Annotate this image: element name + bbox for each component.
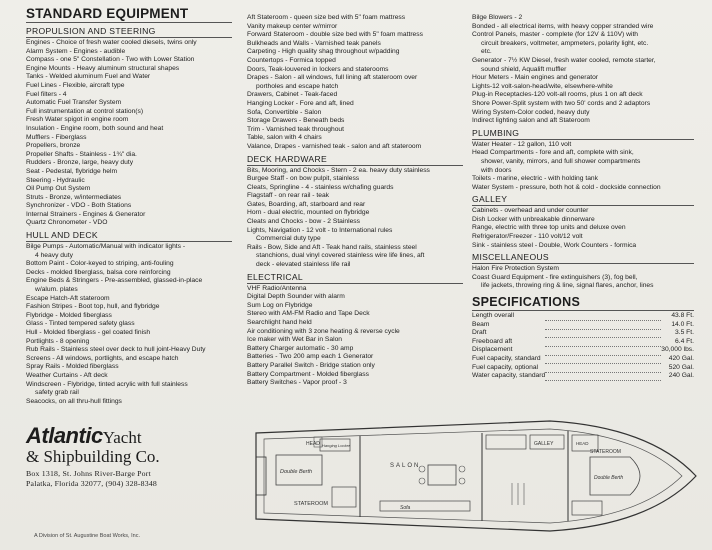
spec-value: 30,000 lbs. [661,346,694,354]
list-item: Horn - dual electric, mounted on flybridge [247,209,370,217]
list-item: Lights-12 volt-salon-head/wite, elsewhere-white [472,82,613,90]
list-item: shower, vanity, mirrors, and full shower compartments [481,157,641,165]
list-item: Doors, Teak-louvered in lockers and staterooms [247,65,389,73]
spec-row [472,312,694,321]
spec-label: Freeboard aft [472,337,513,345]
spec-label: Length overall [472,312,515,320]
list-item: Coast Guard Equipment - fire extinguishers (3), fog bell, [472,273,638,281]
list-item: stanchions, dual vinyl covered stainless wire life lines, aft [256,252,425,260]
spec-row [472,329,694,338]
list-item: Shore Power-Split system with two 50' cords and 2 adaptors [472,99,651,107]
list-item: Bilge Blowers - 2 [472,14,523,21]
spec-leader [545,321,661,330]
spec-value: 520 Gal. [668,363,694,371]
galley-list [472,207,694,250]
company-logo [26,423,236,489]
list-item: Halon Fire Protection System [472,265,559,273]
list-item: Oil Pump Out System [26,185,91,193]
spec-leader [545,329,661,338]
list-item: Dish Locker with unbreakable dinnerware [472,215,595,223]
list-item: Cleats, Springline - 4 - stainless w/chafing guards [247,183,394,191]
list-item: Range, electric with three top units and deluxe oven [472,224,626,232]
list-item: Table, salon with 4 chairs [247,134,322,142]
spec-row [472,338,694,347]
list-item: Valance, Drapes - varnished teak - salon and aft stateroom [247,142,422,150]
column-right [472,6,694,381]
plan-label-head: HEAD [306,441,320,447]
list-item: Hull - Molded fiberglass - gel coated finish [26,329,151,336]
list-item: Carpeting - High quality shag throughout w/padding [247,48,400,56]
list-item: Glass - Tinted tempered safety glass [26,320,135,328]
list-item: Toilets - marine, electric - with holding tank [472,175,598,183]
plan-label-salon: SALON [390,463,421,469]
list-item: Burgee Staff - on bow pulpit, stainless [247,175,360,183]
list-item: Fuel Lines - Flexible, aircraft type [26,81,125,89]
logo-atlantic-word: Atlantic [26,423,103,448]
accommodations-list [247,14,463,152]
list-item: Escape Hatch-Aft stateroom [26,294,110,302]
plan-label-stateroom-aft: STATEROOM [294,501,329,507]
list-item: Internal Strainers - Engines & Generator [26,210,146,218]
list-item: Full instrumentation at control station(s) [26,107,144,115]
section-title-plumbing: PLUMBING [472,126,694,140]
list-item: portholes and escape hatch [256,82,339,90]
section-title-misc: MISCELLANEOUS [472,250,694,264]
spec-label: Beam [472,320,490,328]
list-item: Engine Beds & Stringers - Pre-assembled, glassed-in-place [26,277,203,285]
logo-shipbuilding: & Shipbuilding Co. [26,447,160,466]
spec-leader [545,355,661,364]
list-item: Screens - All windows, portlights, and escape hatch [26,354,179,362]
spec-row [472,364,694,373]
list-item: Propeller Shafts - Stainless - 1¾" dia. [26,150,137,158]
spec-leader [545,312,661,321]
list-item: Sum Log on Flybridge [247,301,313,309]
list-item: Aft Stateroom - queen size bed with 5" foam mattress [247,14,406,21]
list-item: Digital Depth Sounder with alarm [247,293,345,301]
spec-value: 14.0 Ft. [671,320,694,328]
propulsion-list [26,39,232,228]
list-item: Water System - pressure, both hot & cold - dockside connection [472,183,661,191]
list-item: Rub Rails - Stainless steel over deck to hull joint-Heavy Duty [26,346,206,354]
list-item: Engine Mounts - Heavy aluminum structural shapes [26,64,180,72]
list-item: 4 heavy duty [35,251,73,259]
list-item: Automatic Fuel Transfer System [26,99,122,107]
list-item: Gates, Boarding, aft, starboard and rear [247,200,366,208]
list-item: Forward Stateroom - double size bed with 5" foam mattress [247,31,423,39]
list-item: Bilge Pumps - Automatic/Manual with indicator lights - [26,243,186,251]
electrical-list [247,285,463,388]
list-item: etc. [481,48,492,56]
list-item: Struts - Bronze, w/intermediates [26,193,122,201]
list-item: Battery Charger automatic - 30 amp [247,344,354,352]
list-item: Weather Curtains - Aft deck [26,371,108,379]
spec-value: 43.8 Ft. [671,312,694,320]
list-item: Portlights - 8 opening [26,337,90,345]
spec-row [472,372,694,381]
specs-table [472,312,694,381]
list-item: Batteries - Two 200 amp each 1 Generator [247,353,374,361]
list-item: sound shield, Aqualift muffler [481,65,567,73]
list-item: Rudders - Bronze, large, heavy duty [26,159,134,167]
list-item: Spray Rails - Molded fiberglass [26,363,119,371]
spec-value: 3.5 Ft. [675,329,694,337]
list-item: with doors [481,166,512,174]
list-item: Drawers, Cabinet - Teak-faced [247,91,338,99]
list-item: Ice maker with Wet Bar in Salon [247,336,343,344]
list-item: Seacocks, on all thru-hull fittings [26,397,122,405]
list-item: Mufflers - Fiberglass [26,133,87,141]
list-item: Bits, Mooring, and Chocks - Stern - 2 ea. heavy duty stainless [247,166,430,174]
plumbing-list [472,141,694,193]
list-item: Propellers, bronze [26,142,81,150]
list-item: Rails - Bow, Side and Aft - Teak hand rails, stainless steel [247,243,417,251]
list-item: Hanging Locker - Fore and aft, lined [247,99,354,107]
list-item: Bulkheads and Walls - Varnished teak panels [247,39,381,47]
list-item: Seat - Pedestal, flybridge helm [26,167,118,175]
list-item: Tanks - Welded aluminum Fuel and Water [26,73,151,81]
list-item: Flagstaff - on rear rail - teak [247,192,330,200]
list-item: Battery Switches - Vapor proof - 3 [247,379,347,387]
spec-leader [545,338,661,347]
spec-row [472,321,694,330]
list-item: VHF Radio/Antenna [247,284,307,292]
list-item: Water Heater - 12 gallon, 110 volt [472,140,572,148]
list-item: Countertops - Formica topped [247,56,336,64]
list-item: Decks - molded fiberglass, balsa core reinforcing [26,268,171,276]
list-item: Cabinets - overhead and under counter [472,207,589,215]
plan-label-stateroom-fwd: STATEROOM [590,449,621,455]
page-title: STANDARD EQUIPMENT [26,6,232,23]
list-item: Cleats and Chocks - bow - 2 Stainless [247,218,360,226]
column-left [26,6,232,406]
spec-row [472,346,694,355]
spec-leader [545,346,661,355]
address-line-2: Palatka, Florida 32077, (904) 328-8348 [26,479,158,488]
list-item: Fuel filters - 4 [26,90,67,98]
hull-list [26,243,232,406]
list-item: Wiring System-Color coded, heavy duty [472,108,590,116]
spec-leader [545,372,661,381]
spec-label: Displacement [472,346,513,354]
list-item: Generator - 7½ KW Diesel, fresh water cooled, remote starter, [472,56,656,64]
list-item: Engines - Choice of fresh water cooled diesels, twins only [26,39,197,46]
list-item: Windscreen - Flybridge, tinted acrylic with full stainless [26,380,188,388]
list-item: Synchronizer - VDO - Both Stations [26,202,132,210]
plan-label-sofa: Sofa [400,505,411,511]
section-title-propulsion: PROPULSION AND STEERING [26,24,232,38]
list-item: Head Compartments - fore and aft, complete with sink, [472,149,634,157]
list-item: Hour Meters - Main engines and generator [472,74,599,82]
list-item: Battery Parallel Switch - Bridge station only [247,361,375,369]
list-item: Drapes - Salon - all windows, full lining aft stateroom over [247,74,418,82]
list-item: Flybridge - Molded fiberglass [26,311,112,319]
spec-value: 240 Gal. [668,372,694,380]
list-item: circuit breakers, voltmeter, ampmeters, polarity light, etc. [481,39,649,47]
floor-plan-drawing [250,413,702,539]
section-title-hull: HULL AND DECK [26,228,232,242]
list-item: Air conditioning with 3 zone heating & reverse cycle [247,327,400,335]
plan-label-double-berth-fwd: Double Berth [594,475,624,481]
list-item: Alarm System - Engines - audible [26,47,126,55]
list-item: Searchlight hand held [247,319,312,326]
list-item: Stereo with AM-FM Radio and Tape Deck [247,310,370,318]
list-item: safety grab rail [35,389,79,397]
list-item: Battery Compartment - Molded fiberglass [247,370,369,378]
list-item: Indirect lighting salon and aft Stateroom [472,117,590,125]
list-item: Sink - stainless steel - Double, Work Counters - formica [472,241,637,249]
spec-label: Fuel capacity, standard [472,355,541,362]
spec-value: 6.4 Ft. [675,337,694,345]
list-item: Steering - Hydraulic [26,176,85,184]
list-item: Compass - one 5" Constellation - Two with Lower Station [26,56,195,64]
plan-label-hanging-locker: Hanging Locker [322,443,351,448]
list-item: Trim - Varnished teak throughout [247,125,345,133]
list-item: deck - elevated stainless life rail [256,261,351,269]
list-item: Fresh Water spigot in engine room [26,116,129,124]
list-item: Plug-in Receptacles-120 volt-all rooms, plus 1 on aft deck [472,91,643,99]
deck-hardware-list [247,167,463,270]
list-item: Commercial duty type [256,235,321,243]
list-item: Bonded - all electrical items, with heavy copper stranded wire [472,22,654,30]
misc-list [472,265,694,291]
footer-note: A Division of St. Augustine Boat Works, Inc. [34,533,140,539]
list-item: Insulation - Engine room, both sound and heat [26,124,164,132]
address-line-1: Box 1318, St. Johns River-Barge Port [26,469,151,478]
list-item: Control Panels, master - complete (for 12V & 110V) with [472,31,639,39]
list-item: Refrigerator/Freezer - 110 volt/12 volt [472,233,583,241]
spec-label: Water capacity, standard [472,372,546,380]
spec-label: Fuel capacity, optional [472,363,539,371]
spec-row [472,355,694,364]
list-item: Vanity makeup center w/mirror [247,22,338,30]
plan-label-head-fwd: HEAD [576,441,589,446]
section-title-galley: GALLEY [472,192,694,206]
list-item: Storage Drawers - Beneath beds [247,117,345,125]
logo-yacht-word: Yacht [102,428,142,447]
electrical-cont-list [472,14,694,126]
plan-label-double-berth: Double Berth [280,469,313,475]
list-item: Sofa, Convertible - Salon [247,108,322,116]
plan-label-galley: GALLEY [534,441,554,447]
list-item: Bottom Paint - Color-keyed to striping, anti-fouling [26,260,174,268]
boat-floor-plan [250,413,702,539]
list-item: Quartz Chronometer - VDO [26,219,108,227]
list-item: Fashion Stripes - Boot top, hull, and flybridge [26,303,160,311]
spec-label: Draft [472,329,487,337]
specs-title: SPECIFICATIONS [472,295,694,311]
spec-leader [545,364,661,373]
list-item: life jackets, throwing ring & line, signal flares, anchor, lines [481,282,654,290]
list-item: Lights, Navigation - 12 volt - to International rules [247,226,393,234]
spec-value: 420 Gal. [668,355,694,362]
column-middle [247,6,463,388]
section-title-electrical: ELECTRICAL [247,270,463,284]
section-title-deck-hardware: DECK HARDWARE [247,152,463,166]
list-item: w/alum. plates [35,286,78,294]
